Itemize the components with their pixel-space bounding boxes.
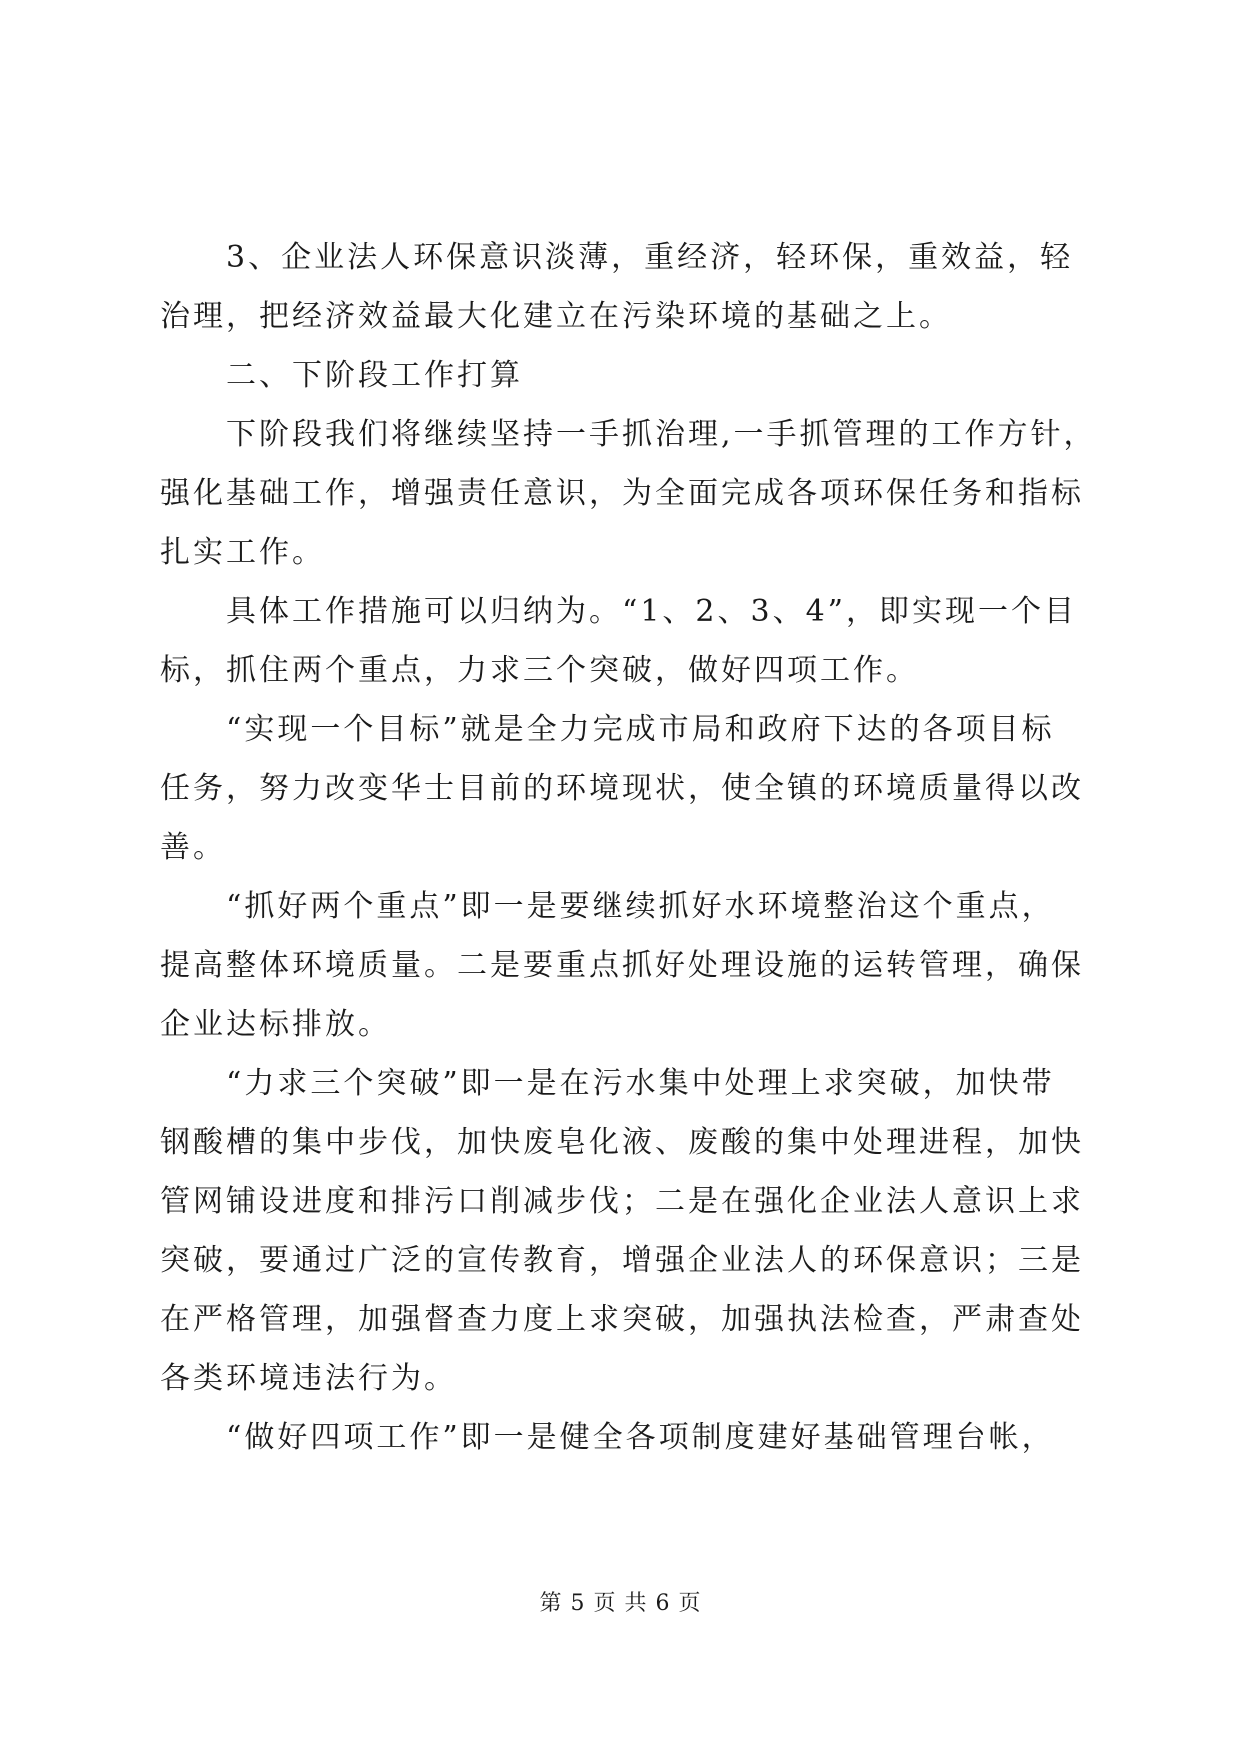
page-footer: 第 5 页 共 6 页 bbox=[539, 1591, 702, 1616]
text-line: 各类环境违法行为。 bbox=[160, 1361, 457, 1396]
text-line: “抓好两个重点”即一是要继续抓好水环境整治这个重点， bbox=[160, 889, 1055, 924]
text-line: 3、企业法人环保意识淡薄，重经济，轻环保，重效益，轻 bbox=[160, 240, 1074, 275]
text-line: “做好四项工作”即一是健全各项制度建好基础管理台帐， bbox=[160, 1420, 1055, 1455]
text-line: 扎实工作。 bbox=[160, 535, 325, 570]
text-line: 突破，要通过广泛的宣传教育，增强企业法人的环保意识；三是 bbox=[160, 1243, 1084, 1278]
text-line: 钢酸槽的集中步伐，加快废皂化液、废酸的集中处理进程，加快 bbox=[160, 1125, 1084, 1160]
text-line: 强化基础工作，增强责任意识，为全面完成各项环保任务和指标 bbox=[160, 476, 1084, 511]
text-line: “实现一个目标”就是全力完成市局和政府下达的各项目标 bbox=[160, 712, 1055, 747]
text-line: 在严格管理，加强督查力度上求突破，加强执法检查，严肃查处 bbox=[160, 1302, 1084, 1337]
document-body bbox=[160, 228, 1097, 1467]
text-line: 治理，把经济效益最大化建立在污染环境的基础之上。 bbox=[160, 299, 952, 334]
text-line: 任务，努力改变华士目前的环境现状，使全镇的环境质量得以改 bbox=[160, 771, 1084, 806]
section-heading: 二、下阶段工作打算 bbox=[160, 358, 523, 393]
text-line: 具体工作措施可以归纳为。“1、2、3、4”，即实现一个目 bbox=[160, 594, 1078, 629]
text-line: “力求三个突破”即一是在污水集中处理上求突破，加快带 bbox=[160, 1066, 1055, 1101]
text-line: 企业达标排放。 bbox=[160, 1007, 391, 1042]
text-line: 下阶段我们将继续坚持一手抓治理,一手抓管理的工作方针， bbox=[160, 417, 1097, 452]
text-line: 管网铺设进度和排污口削减步伐；二是在强化企业法人意识上求 bbox=[160, 1184, 1084, 1219]
text-line: 标，抓住两个重点，力求三个突破，做好四项工作。 bbox=[160, 653, 919, 688]
text-line: 善。 bbox=[160, 830, 226, 865]
text-line: 提高整体环境质量。二是要重点抓好处理设施的运转管理，确保 bbox=[160, 948, 1084, 983]
